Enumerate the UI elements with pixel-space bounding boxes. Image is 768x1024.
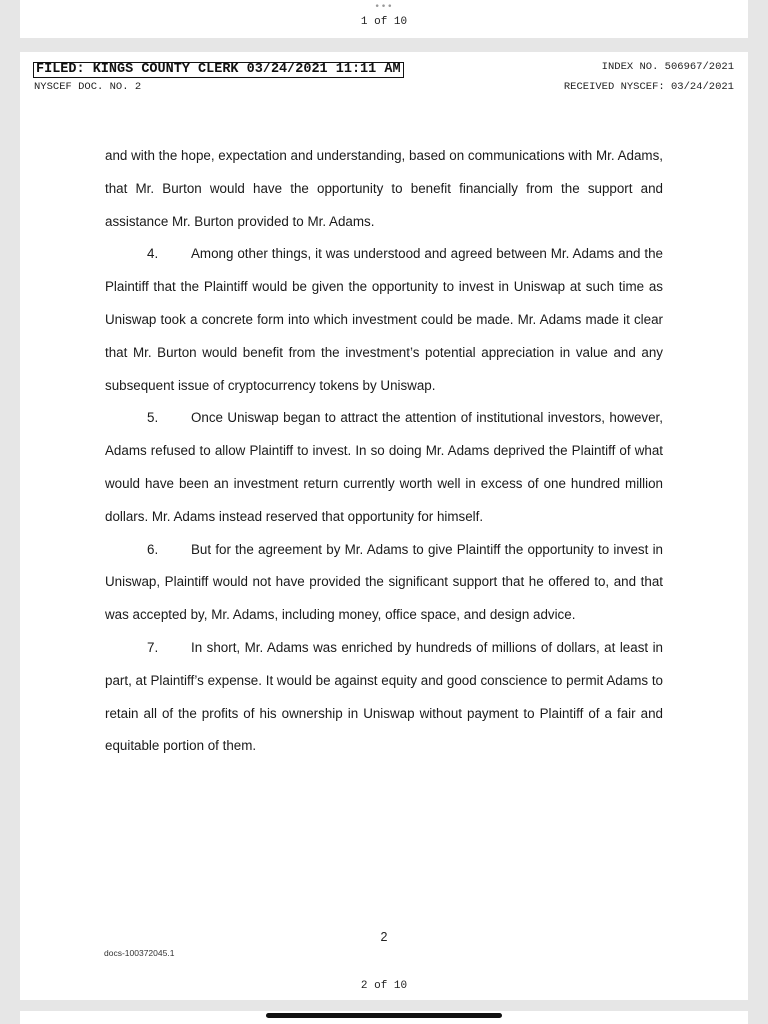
paragraph-7 xyxy=(105,632,663,763)
doc-number: NYSCEF DOC. NO. 2 xyxy=(34,81,142,93)
document-body xyxy=(105,140,663,763)
paragraph-number: 6. xyxy=(147,541,159,557)
paragraph-5 xyxy=(105,402,663,533)
page-options-dots[interactable]: ••• xyxy=(374,2,394,12)
paragraph-number: 7. xyxy=(147,639,159,655)
filed-stamp: FILED: KINGS COUNTY CLERK 03/24/2021 11:11 AM xyxy=(33,62,404,78)
paragraph-text: Among other things, it was understood and agreed between Mr. Adams and the Plaintiff that the Plaintiff would be given the opportunity to invest in Uniswap at such time as Uniswap took a concrete form into which investment could be made. Mr. Adams made it clear that Mr. Burton would benefit from the investment’s potential appreciation in value and any subsequent issue of cryptocurrency tokens by Uniswap. xyxy=(105,246,663,393)
index-number: INDEX NO. 506967/2021 xyxy=(601,61,734,73)
paragraph-number: 5. xyxy=(147,410,159,426)
paragraph-6 xyxy=(105,534,663,632)
page-counter: 2 of 10 xyxy=(360,980,408,992)
received-date: RECEIVED NYSCEF: 03/24/2021 xyxy=(563,81,734,93)
paragraph-text: In short, Mr. Adams was enriched by hundreds of millions of dollars, at least in part, at Plaintiff’s expense. It would be against equity and good conscience to permit Adams to retain all of the profits of his ownership in Uniswap without payment to Plaintiff of a fair and equitable portion of them. xyxy=(105,639,663,754)
document-id: docs-100372045.1 xyxy=(104,948,175,958)
previous-page xyxy=(20,0,748,38)
paragraph-4 xyxy=(105,238,663,402)
page-number: 2 xyxy=(380,930,388,944)
home-indicator[interactable] xyxy=(266,1013,502,1018)
paragraph-text: But for the agreement by Mr. Adams to give Plaintiff the opportunity to invest in Uniswap, Plaintiff would not have provided the significant support that he offered to, and that was accepted by, Mr. Adams, including money, office space, and design advice. xyxy=(105,541,663,623)
document-page xyxy=(20,52,748,1000)
intro-paragraph: and with the hope, expectation and understanding, based on communications with Mr. Adams, that Mr. Burton would have the opportunity to benefit financially from the support and assistance Mr. Burton provided to Mr. Adams. xyxy=(105,148,663,229)
previous-page-counter: 1 of 10 xyxy=(360,16,408,28)
paragraph-text: Once Uniswap began to attract the attention of institutional investors, however, Adams refused to allow Plaintiff to invest. In so doing Mr. Adams deprived the Plaintiff of what would have been an investment return currently worth well in excess of one hundred million dollars. Mr. Adams instead reserved that opportunity for himself. xyxy=(105,410,663,524)
paragraph-number: 4. xyxy=(147,246,159,262)
